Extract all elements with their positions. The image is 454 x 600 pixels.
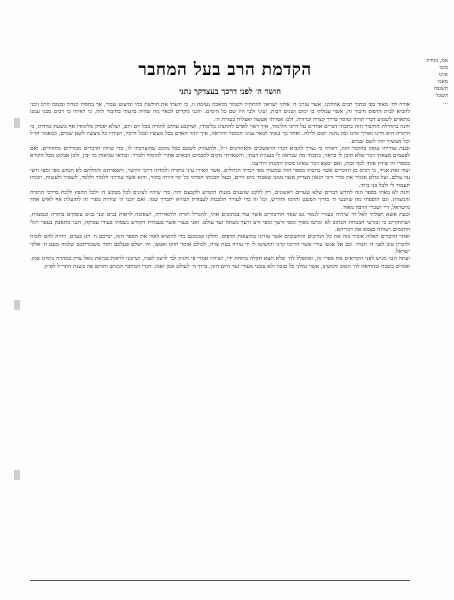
margin-note: אמ, נקודה: [426, 58, 448, 64]
page-subtitle: חושר ה׳ לפני דרכך בעצדקך נתני: [179, 86, 281, 96]
margin-note: תשובה: [433, 86, 448, 92]
scan-edge-mark: [14, 118, 20, 128]
margin-note: ...: [442, 100, 448, 106]
paragraph: והנה בתחילת החיבור הזה כתבתי דברים אחדים על דרכי הלימוד, איך ראוי לאדם להתנהג בלימודו, ושיקבע עתים לתורה בכל יום ויום, ושלא יפסיק מלימודו אף בשעת טרדתו, כי התורה היא חיינו ואורך ימינו ובה נהגה יומם ולילה. ואחר כך באתי לבאר עניני המוסר והיראה, איך יזהר האדם בכל מעשיו ובכל דרכיו, ושיהיו כל מעשיו לשם שמים, כמאמר חז״ל וכל מעשיך יהיו לשם שמים.: [30, 124, 410, 145]
margin-note: מזמ׳: [438, 65, 448, 71]
margin-note: אזינו: [438, 72, 448, 78]
paragraph: אודה לה׳ מאוד בפי ובתוך רבים אהללנו, אשר עזרני ה׳ אלקי ישראל להתחיל ולגמור מלאכה נעימה זו, כי ידעתי את חולשת כחי ומיעוט שכלי, אך בחסדו הגדול ובטובו הרב זיכני להביא לבית הדפוס חיבור זה, אשר עמלתי בו ימים ושנים רבות, ועיני ולבי היו שם כל הימים. והנני מקדים לבאר מה שהיה בדעתי בחיבור הזה, כי ראיתי כי רבים מבני עמנו מתאוים לשמוע דברי תורה ומוסר בדרך קצרה וברורה, ולכן אמרתי אעשה ואצליח בעזרת ה׳.: [30, 102, 410, 123]
paragraph: וכעת אשא תפלתי לאל חי שיהיה בעזרי לגמור גם שאר החיבורים אשר עוד בכתובים אתי, להגדיל תורה ולהאדירה, ושאזכה לראות בנים ובני בנים עוסקים בתורה ובמצוות, ושתתקיים בי ובזרעי הבטחת הכתוב לא ימושו מפיך ומפי זרעך ומפי זרע זרעך מעתה ועד עולם. ואני בעניי אשר בעבודת הקודש נשמתי בעודי עסוקה, הנני מתאבק בעפר רגלי החכמים ושותה בצמא את דבריהם.: [30, 212, 410, 233]
scan-edge-mark: [14, 470, 20, 480]
paragraph: ועתה הנני מגיש לפני הקוראים את ספרי זה, ואתפלל לה׳ שלא תצא תקלה מתחת ידי, ושיהיו אמרי פי והגיון לבי לרצון לפניו, ושיזכני לראות בביאת גואל צדק במהרה בימינו אמן. ואסיים בשבח ובהודאה לה׳ הטוב והמטיב, אשר גמלני כל טובה ולא עזבני מעודי ועד היום הזה, ברוך ה׳ לעולם אמן ואמן. דברי המחבר הכותב וחותם פה בשנת התר״ל לפ״ק.: [30, 256, 410, 270]
paragraph: ועוד זאת אגיד, כי רבים מן הדברים אשר כתבתי בספר הזה שמעתי מפי רבותי הגדולים, אשר האירו עיני בתורה ולמדוני דרכי היושר, ותפארתם ותהלתם לא תמוש מפי ומפי זרעי עד עולם. ועל כולם אזכיר את מורי ורבי הגאון הצדיק אשר ממנו שאבתי מים חיים, ובצל חכמתו חסיתי כל ימי היותי בחור, והוא אשר עוררני ללמוד וללמד, לשמור ולעשות, וזכותו תעמוד לי ולכל בני ביתי.: [30, 168, 410, 189]
bottom-rule: [30, 580, 410, 581]
page-title: הקדמת הרב בעל המחבר: [138, 60, 312, 80]
paragraph: ובעת שהייתי עוסק בחיבור הזה, ראיתי כי נצרך להביא דברי הראשונים והאחרונים ז״ל, ולהעתיק לשונם בכל מקום שהוצרכתי לו, כדי שיהיו הדברים מבוררים ומחוורים. ואם לפעמים מצאתי דבר שלא הובן לי כראוי, כתבתי מה שנראה לי בעניות דעתי, והשארתי מקום לחכמים הבאים אחרי להוסיף ולברר. ובודאי שגיאות מי יבין, ולכן אבקש מכל הקורא בספרי זה שידון אותי לכף זכות, ואם ימצא דבר שאינו מכוון יתקנהו ויודיעני.: [30, 146, 410, 167]
paragraph: והנה לא באתי בספר הזה לחדש דברים שלא שערום ראשונים, רק ללקט שושנים מגנות הקודש ולקבצם יחד, כדי שיהיו לעינים לכל מבקש ה׳ ולכל החפץ ללכת בדרכי התורה והמצוות. וגם הוספתי מה שחננני ה׳ בדרך הפשט והרמז והדרש, וכל זה כדי לעורר הלבבות לעבודת הבורא יתברך שמו. ואם יזכני ה׳ שיהיה ספרי זה לתועלת אף לאיש אחד מישראל, דיי ושכרי הרבה מאוד.: [30, 190, 410, 211]
margin-notes: [414, 58, 448, 107]
margin-note: מאמ׳: [437, 79, 448, 85]
paragraph: ואחר הדברים האלה אזכיר בזה את כל הנדיבים והחשובים אשר עזרוני בהוצאות הדפוס, וחלקו מממונם כדי להוציא לאור את הספר הזה, יברכם ה׳ ויגן בעדם, ויהיה להם לזכות ולזכרון טוב לפני ה׳ תמיד. וגם אל אנשי עירי אשר הרימו קרני והושיטו לי יד עזרה בעת צרה, לכולם אומר חזקו ואמצו, וה׳ ישלם פעלכם ותהי משכורתכם שלמה מעם ה׳ אלקי ישראל.: [30, 234, 410, 255]
body-text: [30, 102, 410, 572]
scan-edge-mark: [14, 300, 20, 310]
margin-note: השכל: [435, 93, 448, 99]
